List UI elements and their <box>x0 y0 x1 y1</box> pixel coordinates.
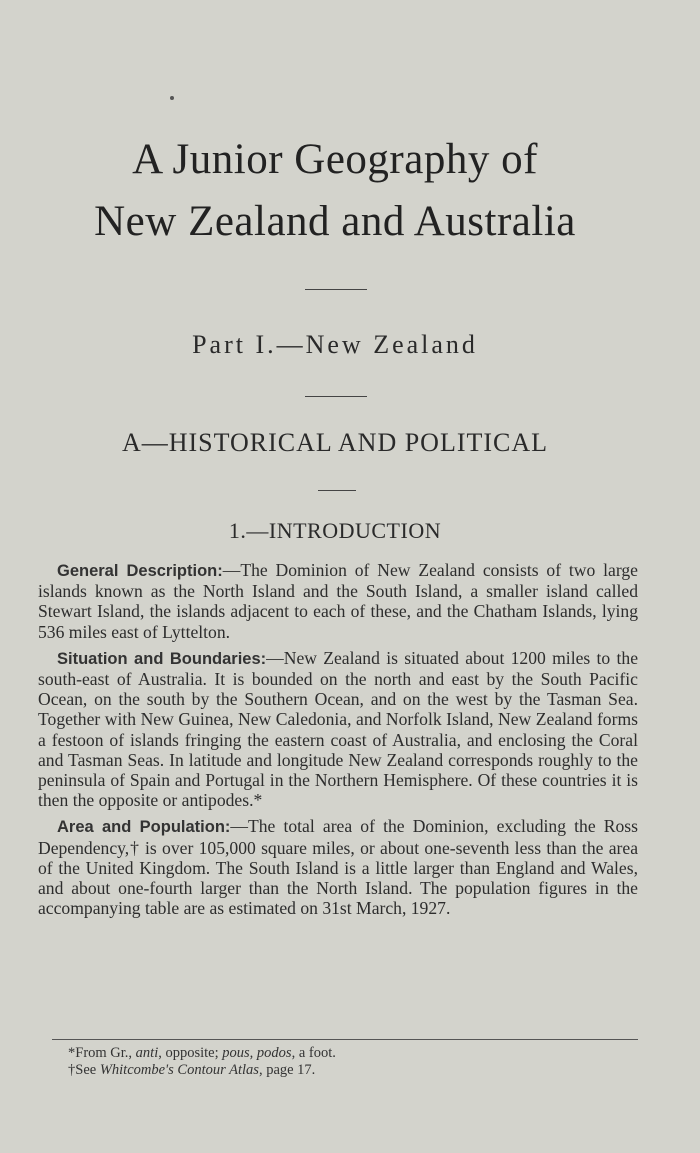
paragraph-heading: Area and Population: <box>57 818 231 837</box>
paragraph-heading: General Description: <box>57 562 223 580</box>
footnote-text: †See <box>68 1062 100 1078</box>
footnote-text: *From Gr., <box>68 1045 136 1061</box>
book-title-line-2: New Zealand and Australia <box>94 198 576 245</box>
divider-rule <box>305 396 367 397</box>
paragraph-text: —The Dominion of New Zealand consists of two large islands known as the North Island and the South Island, a smaller island called Stewart Island, the islands adjacent to each of these, and the Chatham Islands, lying 536 miles east of Lyttelton. <box>38 560 638 642</box>
print-speck <box>170 96 174 100</box>
paragraph-heading: Situation and Boundaries: <box>57 649 267 668</box>
paragraph-text: —The total area of the Dominion, excluding the Ross Dependency,† is over 105,000 square miles, or about one-seventh less than the area of the United Kingdom. The South Island is a little larger than England and Wales, and about one-fourth larger than the North Island. The population figures in the accompanying table are as estimated on 31st March, 1927. <box>38 816 638 919</box>
paragraph-text: —New Zealand is situated about 1200 miles to the south-east of Australia. It is bounded on the north and east by the South Pacific Ocean, on the south by the Southern Ocean, and on the west by the Tasman Sea. Together with New Guinea, New Caledonia, and Norfolk Island, New Zealand forms a festoon of islands fringing the eastern coast of Australia, and enclosing the Coral and Tasman Seas. In latitude and longitude New Zealand corresponds roughly to the peninsula of Spain and Portugal in the Northern Hemisphere. Of these countries it is then the opposite or antipodes.* <box>38 647 639 811</box>
book-title-line-1: A Junior Geography of <box>132 136 538 183</box>
chapter-heading: 1.—INTRODUCTION <box>228 518 442 543</box>
footnote-1 <box>68 1045 336 1062</box>
footnote-text: , page 17. <box>258 1062 316 1078</box>
body-text <box>38 560 638 924</box>
paragraph-general-description <box>38 560 638 642</box>
paragraph-area-population <box>38 816 638 918</box>
footnote-text: , opposite; <box>158 1045 223 1061</box>
paragraph-situation <box>38 648 638 811</box>
footnote-rule <box>52 1039 638 1040</box>
section-heading: A—HISTORICAL AND POLITICAL <box>121 428 549 457</box>
footnote-2 <box>68 1062 336 1079</box>
divider-rule <box>305 289 367 290</box>
divider-rule <box>318 490 356 491</box>
footnote-italic: pous, podos <box>222 1045 292 1061</box>
footnote-text: , a foot. <box>291 1045 336 1061</box>
part-heading: Part I.—New Zealand <box>192 330 478 359</box>
footnote-italic: Whitcombe's Contour Atlas <box>99 1062 259 1078</box>
footnote-italic: anti <box>135 1045 159 1061</box>
footnotes <box>68 1045 336 1079</box>
